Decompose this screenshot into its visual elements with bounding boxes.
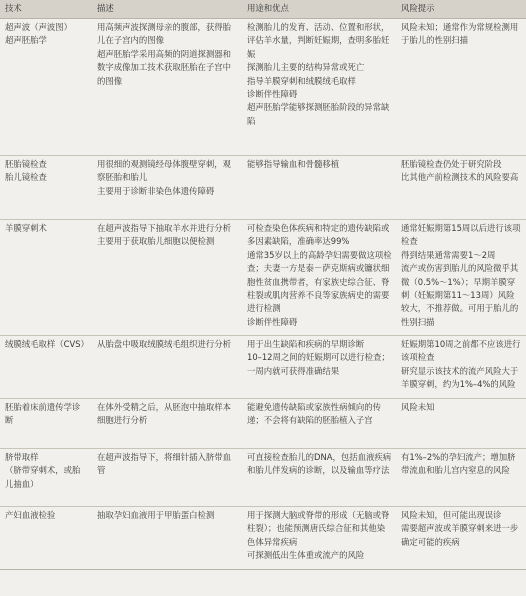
- cell-risks: 胚胎镜检查仍处于研究阶段 比其他产前检测技术的风险要高: [396, 156, 526, 220]
- table-row: [0, 19, 526, 156]
- header-uses: 用途和优点: [242, 0, 396, 19]
- cell-description: 用很细的观测镜经母体腹壁穿刺，观察胚胎和胎儿 主要用于诊断非染色体遗传障碍: [92, 156, 242, 220]
- table-header-row: [0, 0, 526, 19]
- cell-description: 用高频声波探测母亲的腹部，获得胎儿在子宫内的图像 超声胚胎学采用高频的阴道探测器和数字成像加工技术获取胚胎在子宫中的图像: [92, 19, 242, 156]
- cell-risks: 风险未知；通常作为常规检测用于胎儿的性别扫描: [396, 19, 526, 156]
- cell-technique: 绒膜绒毛取样（CVS）: [0, 336, 92, 399]
- table-row: [0, 336, 526, 399]
- cell-description: 抽取孕妇血液用于甲胎蛋白检测: [92, 507, 242, 570]
- cell-technique: 产妇血液检验: [0, 507, 92, 570]
- cell-uses: 能够指导输血和骨髓移植: [242, 156, 396, 220]
- table-row: [0, 399, 526, 449]
- cell-uses: 可直接检查胎儿的DNA，包括血液疾病和胎儿伴发病的诊断，以及输血等疗法: [242, 449, 396, 507]
- cell-uses: 用于探测大脑或脊带的形成（无脑或脊柱裂）；也能预测唐氏综合征和其他染色体异常疾病 可探测低出生体重或流产的风险: [242, 507, 396, 570]
- cell-uses: 用于出生缺陷和疾病的早期诊断 10–12周之间的妊娠期可以进行检查；一周内就可获得准确结果: [242, 336, 396, 399]
- table-row: [0, 156, 526, 220]
- cell-risks: 风险未知，但可能出现误诊 需要超声波或羊膜穿刺来进一步确定可能的疾病: [396, 507, 526, 570]
- table-row: [0, 220, 526, 336]
- cell-description: 从胎盘中吸取绒膜绒毛组织进行分析: [92, 336, 242, 399]
- cell-description: 在超声波指导下，将细针插入脐带血管: [92, 449, 242, 507]
- table-row: [0, 449, 526, 507]
- cell-description: 在超声波指导下抽取羊水并进行分析 主要用于获取胎儿细胞以便检测: [92, 220, 242, 336]
- cell-technique: 胚胎着床前遗传学诊断: [0, 399, 92, 449]
- cell-technique: 超声波（声波图） 超声胚胎学: [0, 19, 92, 156]
- cell-risks: 妊娠期第10周之前都不应该进行该项检查 研究显示该技术的流产风险大于羊膜穿刺，约为1%–4%的风险: [396, 336, 526, 399]
- header-risks: 风险提示: [396, 0, 526, 19]
- table-row: [0, 507, 526, 570]
- cell-uses: 能避免遗传缺陷或家族性病倾向的传递；不会将有缺陷的胚胎植入子宫: [242, 399, 396, 449]
- header-description: 描述: [92, 0, 242, 19]
- cell-uses: 可检查染色体疾病和特定的遗传缺陷或多因素缺陷，准确率达99% 通常35岁以上的高龄孕妇需要做这项检查；夫妻一方是泰－萨克斯病或镰状细胞性贫血携带者，有家族史综合征、脊柱裂或肌肉营养不良等家族病史的需要进行检测 诊断伴性障碍: [242, 220, 396, 336]
- cell-risks: 通常妊娠期第15周以后进行该项检查 得到结果通常需要1～2周 流产或伤害到胎儿的风险微乎其微（0.5%～1%）；早期羊膜穿刺（妊娠期第11～13周）风险较大，不推荐做。可用于胎儿的性别扫描: [396, 220, 526, 336]
- cell-uses: 检测胎儿的发育、活动、位置和形状，评估羊水量，判断妊娠期，查明多胎妊娠 探测胎儿主要的结构异常或死亡 指导羊膜穿刺和绒膜绒毛取样 诊断伴性障碍 超声胚胎学能够探测胚胎阶段的异常缺陷: [242, 19, 396, 156]
- cell-risks: 风险未知: [396, 399, 526, 449]
- cell-risks: 有1%–2%的孕妇流产；增加脐带流血和胎儿宫内窒息的风险: [396, 449, 526, 507]
- cell-description: 在体外受精之后，从胚泡中抽取样本细胞进行分析: [92, 399, 242, 449]
- cell-technique: 羊膜穿刺术: [0, 220, 92, 336]
- header-technique: 技术: [0, 0, 92, 19]
- cell-technique: 脐带取样 （脐带穿刺术，或胎儿抽血）: [0, 449, 92, 507]
- cell-technique: 胚胎镜检查 胎儿镜检查: [0, 156, 92, 220]
